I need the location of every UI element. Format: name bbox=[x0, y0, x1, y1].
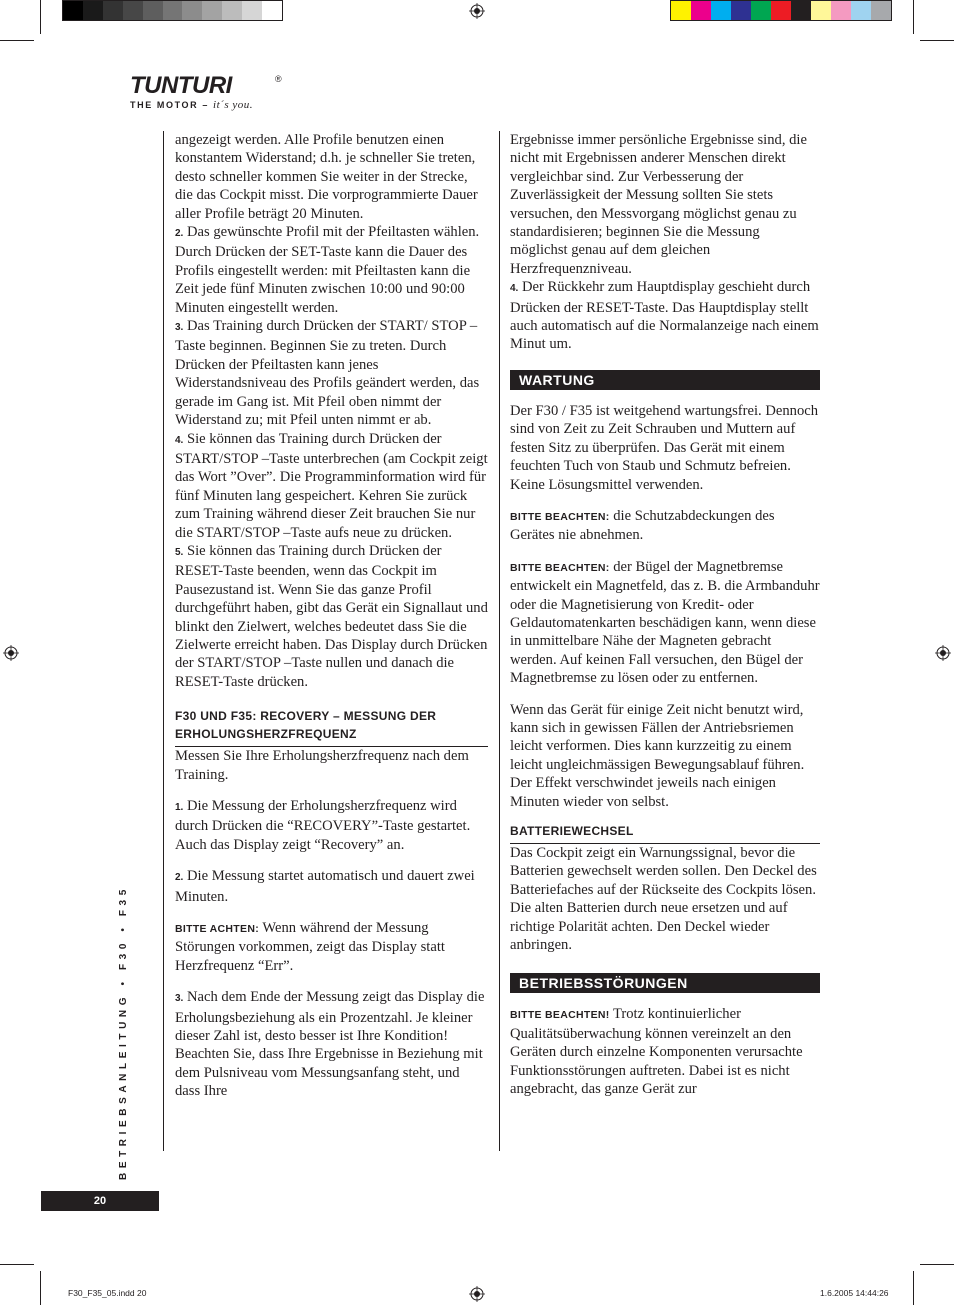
step-text: Der Rückkehr zum Hauptdisplay geschieht durch Drücken der RESET-Taste. Das Hauptdisplay stellt auch automatisch auf die Normalanzeige nach einem Minut um. bbox=[510, 279, 819, 353]
paragraph: Wenn das Gerät für einige Zeit nicht benutzt wird, kann sich in gewissen Fällen der Antriebsriemen leicht verformen. Dies kann kurzzeitig zu einem leicht ungleichmässigen Bewegungsablauf führen. Der Effekt verschwindet jeweils nach einigen Minuten wieder von selbst. bbox=[510, 701, 805, 810]
note-text: der Bügel der Magnetbremse entwickelt ein Magnetfeld, das z. B. die Armbanduhr oder die Magnetisierung von Kredit- oder Geldautomatenkarten beschädigen kann, wenn diese in unmittelbare Nähe der Magneten gebracht werden. Auf keinen Fall versuchen, den Bügel der Magnetbremse zu lösen oder zu entfernen. bbox=[510, 558, 820, 687]
step-number: 2. bbox=[175, 872, 184, 884]
grey-swatch bbox=[63, 1, 83, 20]
color-swatch bbox=[731, 1, 751, 20]
crop-mark bbox=[920, 1264, 954, 1265]
paragraph: Ergebnisse immer persönliche Ergebnisse sind, die nicht mit Ergebnissen anderer Menschen direkt vergleichbar sind. Zur Verbesserung der Zuverlässigkeit der Messung sollten Sie stets versuchen, den Messvorgang möglichst genau zu standardisieren; beginnen Sie die Messung möglichst genau auf dem gleichen Herzfrequenzniveau. bbox=[510, 132, 807, 277]
paragraph: angezeigt werden. Alle Profile benutzen einen konstantem Widerstand; d.h. je schneller Sie treten, desto schneller kommen Sie weiter in der Strecke, die das Cockpit misst. Die vorprogrammierte Dauer aller Profile beträgt 20 Minuten. bbox=[175, 132, 478, 222]
note-label: BITTE BEACHTEN: bbox=[510, 510, 610, 523]
step-3 bbox=[175, 317, 488, 429]
column-rule-middle bbox=[499, 131, 500, 1151]
page-number: 20 bbox=[41, 1191, 159, 1211]
crop-mark bbox=[40, 0, 41, 34]
step-text: Sie können das Training durch Drücken der RESET-Taste beenden, wenn das Cockpit im Pausezustand ist. Wenn Sie das ganze Profil durchgeführt haben, gibt das Gerät ein Signallaut und blinkt den Zielwert, welches bedeutet dass Sie die Zielwerte erreicht haben. Das Display durch Drücken der START/STOP –Taste nullen und danach die RESET-Taste drücken. bbox=[175, 542, 488, 690]
note-text: die Schutzabdeckungen des Gerätes nie abnehmen. bbox=[510, 507, 775, 544]
grey-swatch bbox=[103, 1, 123, 20]
crop-mark bbox=[40, 1271, 41, 1305]
left-column bbox=[175, 131, 488, 1101]
color-swatch bbox=[771, 1, 791, 20]
grey-swatch bbox=[262, 1, 282, 20]
paragraph: Das Cockpit zeigt ein Warnungssignal, bevor die Batterien gewechselt werden sollen. Den Deckel des Batteriefaches auf der Rückseite des Cockpits lösen. Die alten Batterien durch neue ersetzen und auf richtige Polarität achten. Den Deckel wieder anbringen. bbox=[510, 845, 817, 954]
recovery-heading: F30 UND F35: RECOVERY – MESSUNG DER ERHOLUNGSHERZFREQUENZ bbox=[175, 707, 488, 747]
step-5 bbox=[175, 542, 488, 691]
paragraph: Messen Sie Ihre Erholungsherzfrequenz nach dem Training. bbox=[175, 748, 469, 783]
slug-date: 1.6.2005 14:44:26 bbox=[820, 1288, 889, 1298]
note bbox=[510, 1005, 820, 1098]
tagline-text: THE MOTOR – bbox=[130, 100, 214, 110]
note bbox=[175, 919, 488, 975]
color-swatch bbox=[711, 1, 731, 20]
note-text: Trotz kontinuierlicher Qualitätsüberwachung können vereinzelt an den Geräten durch einzelne Komponenten verursachte Funktionsstörungen auftreten. Dabei ist es nicht angebracht, das ganze Gerät zur bbox=[510, 1006, 803, 1098]
step-text: Nach dem Ende der Messung zeigt das Display die Erholungsbeziehung als ein Prozentzahl. Je kleiner dieser Zahl ist, desto besser ist Ihre Kondition! Beachten Sie, dass Ihre Ergebnisse in Beziehung mit dem Pulsniveau vom Messungsanfang steht, und dass Ihre bbox=[175, 989, 485, 1100]
color-swatch bbox=[831, 1, 851, 20]
color-swatch bbox=[851, 1, 871, 20]
note bbox=[510, 507, 820, 545]
step-text: Die Messung der Erholungsherzfrequenz wird durch Drücken die “RECOVERY”-Taste gestartet. Auch das Display zeigt “Recovery” an. bbox=[175, 798, 471, 853]
grey-calibration-bar bbox=[62, 0, 283, 21]
crop-mark bbox=[0, 40, 34, 41]
crop-mark bbox=[920, 40, 954, 41]
step-number: 3. bbox=[175, 322, 184, 334]
step-text: Das gewünschte Profil mit der Pfeiltasten wählen. Durch Drücken der SET-Taste kann die Dauer des Profils eingestellt werden: mit Pfeiltasten kann die Zeit jede fünf Minuten zwischen 10:00 und 90:00 Minuten eingestellt werden. bbox=[175, 224, 480, 316]
grey-swatch bbox=[83, 1, 103, 20]
step-number: 4. bbox=[510, 283, 519, 295]
grey-swatch bbox=[163, 1, 183, 20]
batteriewechsel-heading: BATTERIEWECHSEL bbox=[510, 822, 820, 844]
step-number: 1. bbox=[175, 802, 184, 813]
crop-mark bbox=[913, 0, 914, 34]
registration-mark-icon bbox=[935, 645, 951, 661]
color-swatch bbox=[691, 1, 711, 20]
note-label: BITTE BEACHTEN: bbox=[510, 561, 610, 574]
step-text: Das Training durch Drücken der START/ STOP –Taste beginnen. Beginnen Sie zu treten. Durch Drücken der Pfeiltasten kann jenes Widerstandsniveau des Profils geändert werden, das gerade im Gang ist. Mit Pfeil oben nimmt der Widerstand zu; mit Pfeil unten nimmt er ab. bbox=[175, 318, 480, 429]
step-text: Sie können das Training durch Drücken der START/STOP –Taste unterbrechen (am Cockpit zeigt das Wort ”Over”. Die Programminformation wird für fünf Minuten lang gespeichert. Kehren Sie zurück zum Training während dieser Zeit brauchen Sie nur die START/STOP –Taste aufs neue zu drücken. bbox=[175, 430, 488, 541]
note-text: Wenn während der Messung Störungen vorkommen, zeigt das Display statt Herzfrequenz “Err”. bbox=[175, 920, 445, 974]
recovery-step-3 bbox=[175, 988, 488, 1100]
recovery-step-1 bbox=[175, 797, 488, 854]
step-number: 2. bbox=[175, 228, 184, 240]
grey-swatch bbox=[143, 1, 163, 20]
side-label: BETRIEBSANLEITUNG • F30 • F35 bbox=[118, 885, 129, 1180]
brand-name: TUNTURI bbox=[130, 72, 232, 99]
recovery-step-4 bbox=[510, 278, 820, 354]
grey-swatch bbox=[242, 1, 262, 20]
step-number: 3. bbox=[175, 993, 184, 1005]
betriebsstoerungen-heading: BETRIEBSSTÖRUNGEN bbox=[510, 973, 820, 993]
color-swatch bbox=[811, 1, 831, 20]
color-swatch bbox=[871, 1, 891, 20]
grey-swatch bbox=[202, 1, 222, 20]
step-number: 5. bbox=[175, 546, 184, 558]
note-label: BITTE ACHTEN: bbox=[175, 923, 260, 936]
slug-file: F30_F35_05.indd 20 bbox=[68, 1288, 147, 1298]
registered-mark: ® bbox=[275, 74, 282, 84]
note-label: BITTE BEACHTEN! bbox=[510, 1009, 610, 1022]
wartung-heading: WARTUNG bbox=[510, 370, 820, 390]
crop-mark bbox=[913, 1271, 914, 1305]
right-column bbox=[510, 131, 820, 1098]
color-swatch bbox=[751, 1, 771, 20]
tagline-italic: it´s you. bbox=[213, 99, 253, 111]
tunturi-logo bbox=[130, 74, 280, 114]
grey-swatch bbox=[123, 1, 143, 20]
color-swatch bbox=[671, 1, 691, 20]
registration-mark-icon bbox=[469, 3, 485, 19]
grey-swatch bbox=[222, 1, 242, 20]
color-swatch bbox=[791, 1, 811, 20]
step-4 bbox=[175, 430, 488, 542]
registration-mark-icon bbox=[469, 1286, 485, 1302]
step-text: Die Messung startet automatisch und dauert zwei Minuten. bbox=[175, 868, 475, 905]
crop-mark bbox=[0, 1264, 34, 1265]
paragraph: Der F30 / F35 ist weitgehend wartungsfrei. Dennoch sind von Zeit zu Zeit Schrauben und Muttern auf festen Sitz zu überprüfen. Das Gerät mit einem feuchten Tuch von Staub und Schmutz befreien. Keine Lösungsmittel verwenden. bbox=[510, 402, 819, 493]
recovery-step-2 bbox=[175, 867, 488, 906]
note bbox=[510, 558, 820, 688]
column-rule-left bbox=[163, 131, 164, 1151]
grey-swatch bbox=[182, 1, 202, 20]
step-2 bbox=[175, 223, 488, 317]
color-calibration-bar bbox=[670, 0, 892, 21]
brand-tagline bbox=[130, 99, 280, 111]
step-number: 4. bbox=[175, 434, 184, 446]
registration-mark-icon bbox=[3, 645, 19, 661]
